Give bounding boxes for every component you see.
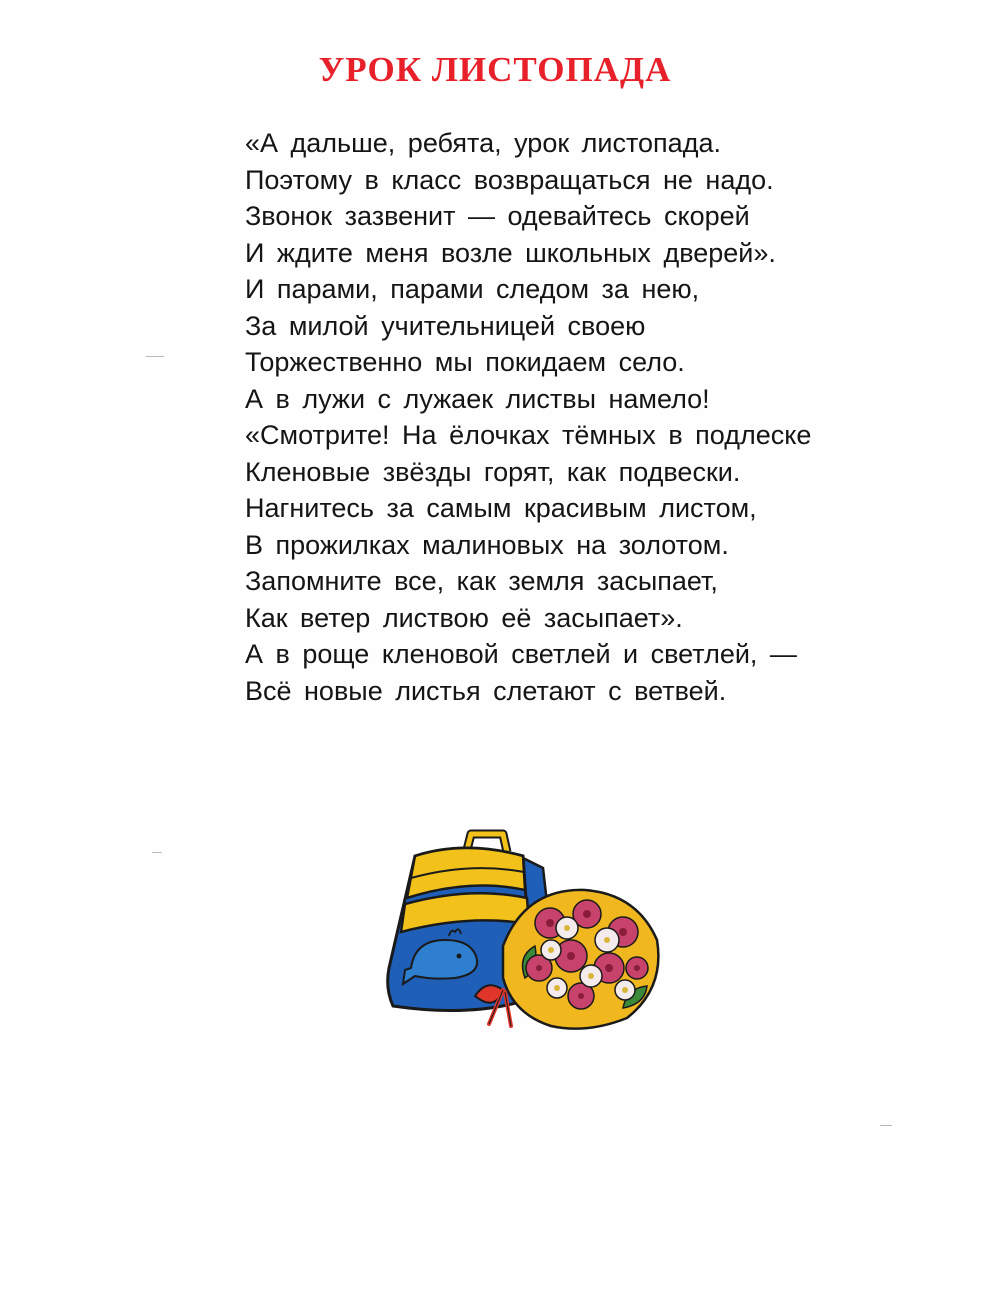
poem-line: Нагнитесь за самым красивым листом, xyxy=(245,493,757,523)
poem-line: И парами, парами следом за нею, xyxy=(245,274,700,304)
poem-line: Запомните все, как земля засыпает, xyxy=(245,566,718,596)
school-backpack-and-flower-bouquet-icon xyxy=(375,828,675,1038)
poem-line: Звонок зазвенит — одевайтесь скорей xyxy=(245,201,750,231)
poem-line: Всё новые листья слетают с ветвей. xyxy=(245,675,727,706)
poem-line: «Смотрите! На ёлочках тёмных в подлеске xyxy=(245,420,812,450)
scan-speck xyxy=(880,1125,892,1126)
poem-line: А в роще кленовой светлей и светлей, — xyxy=(245,639,797,669)
poem-title: УРОК ЛИСТОПАДА xyxy=(318,50,672,89)
poem-line: А в лужи с лужаек листвы намело! xyxy=(245,383,710,414)
poem-line: Поэтому в класс возвращаться не надо. xyxy=(245,164,774,195)
scan-speck xyxy=(152,852,162,853)
scan-speck xyxy=(146,356,164,357)
poem-line: В прожилках малиновых на золотом. xyxy=(245,529,729,560)
poem-line: И ждите меня возле школьных дверей». xyxy=(245,237,776,268)
poem-line: Кленовые звёзды горят, как подвески. xyxy=(245,456,741,487)
poem-line: Торжественно мы покидаем село. xyxy=(245,347,685,377)
poem-line: Как ветер листвою её засыпает». xyxy=(245,602,683,633)
poem-line: За милой учительницей своею xyxy=(245,310,646,341)
poem-line: «А дальше, ребята, урок листопада. xyxy=(245,128,721,158)
poem-text xyxy=(245,125,925,709)
